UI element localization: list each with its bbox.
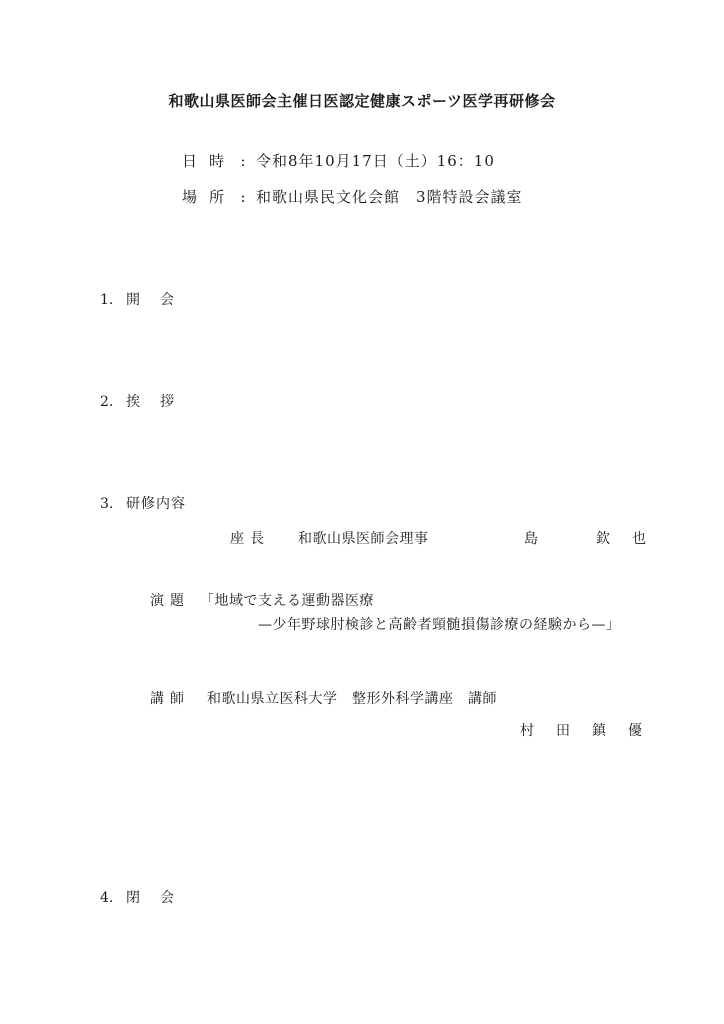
date-value: 令和8年10月17日（土）16：10 (256, 152, 495, 170)
date-line (182, 150, 495, 171)
section-label: 研修内容 (126, 496, 186, 512)
section-number: 4. (100, 890, 114, 906)
place-line (182, 186, 523, 207)
section-1 (100, 289, 194, 309)
lecture-label: 演題 (150, 593, 190, 609)
chair-label: 座長 (230, 531, 270, 547)
date-label: 日時 (182, 152, 237, 170)
place-separator: : (240, 188, 246, 206)
section-label: 閉会 (126, 890, 194, 906)
speaker-label: 講師 (150, 691, 190, 707)
chair-org: 和歌山県医師会理事 (298, 531, 429, 547)
place-value: 和歌山県民文化会館 3階特設会議室 (256, 188, 523, 206)
section-4 (100, 887, 194, 907)
document-title: 和歌山県医師会主催日医認定健康スポーツ医学再研修会 (168, 92, 556, 110)
lecture-title-line2: —少年野球肘検診と高齢者頸髄損傷診療の経験から—」 (258, 617, 621, 633)
section-number: 1. (100, 292, 114, 308)
section-label: 挨拶 (126, 394, 194, 410)
place-label: 場所 (182, 188, 237, 206)
chair-name: 島 欽也 (524, 531, 668, 547)
section-3 (100, 493, 186, 513)
section-number: 3. (100, 496, 114, 512)
date-separator: : (240, 152, 246, 170)
speaker-name: 村田鎮優 (520, 723, 664, 739)
lecture-title-line1: 「地域で支える運動器医療 (200, 593, 374, 609)
section-label: 開会 (126, 292, 194, 308)
section-2 (100, 391, 194, 411)
speaker-affiliation: 和歌山県立医科大学 整形外科学講座 講師 (207, 691, 497, 707)
section-number: 2. (100, 394, 114, 410)
